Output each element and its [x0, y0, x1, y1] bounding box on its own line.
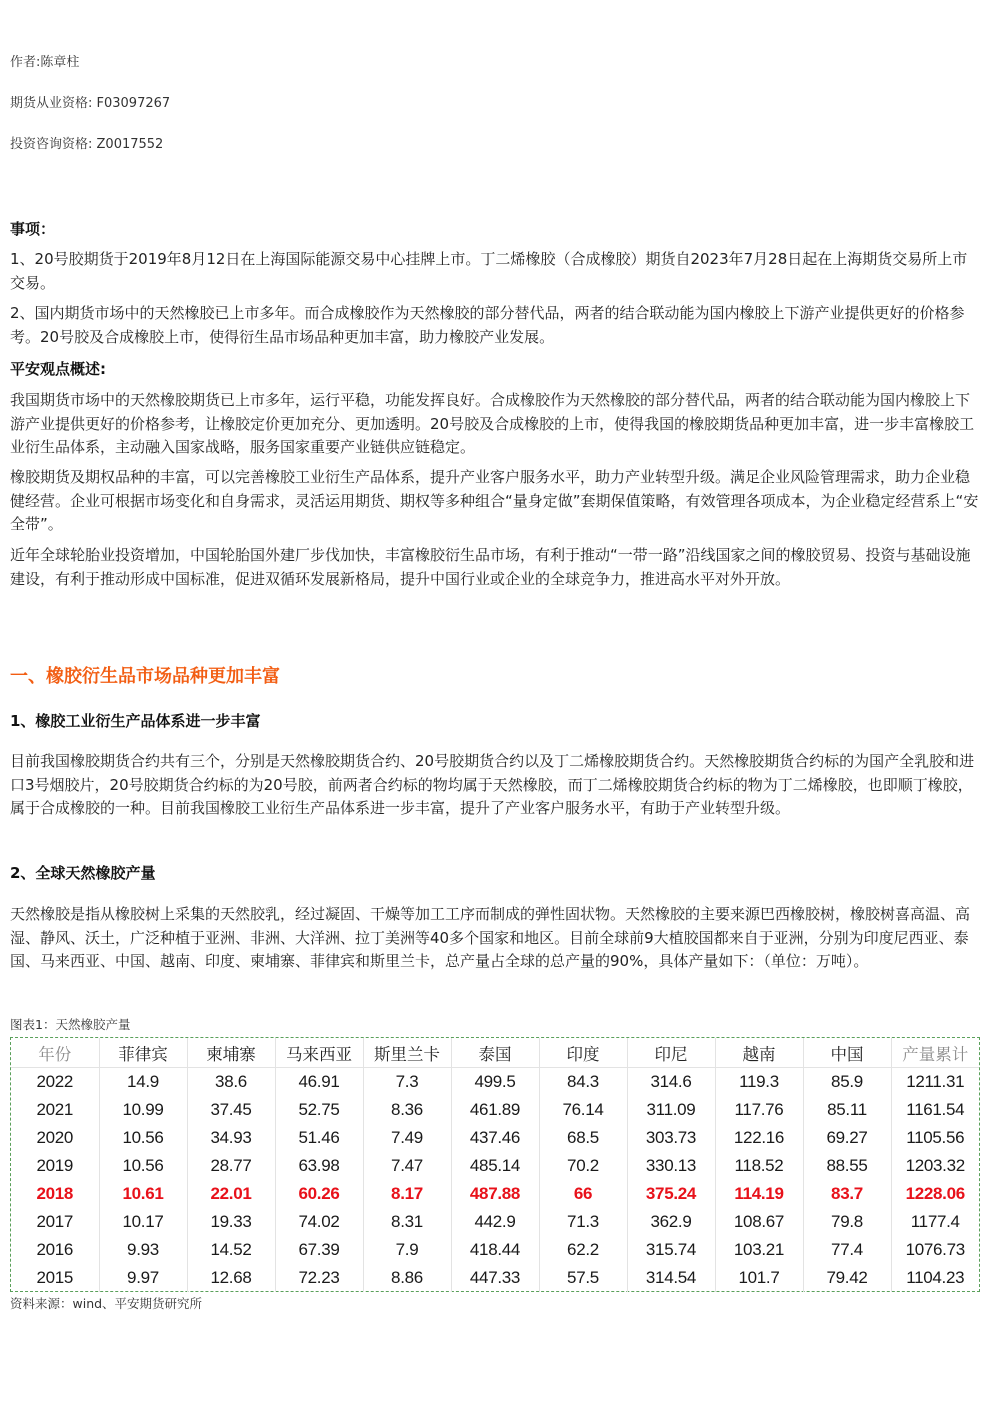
subsection-1-title: 1、橡胶工业衍生产品体系进一步丰富 [10, 712, 261, 730]
table-cell-value: 34.93 [187, 1124, 275, 1152]
table-cell-value: 1161.54 [906, 1100, 965, 1119]
table-cell-value: 103.21 [715, 1236, 803, 1264]
table-cell-value: 22.01 [187, 1180, 275, 1208]
table-cell-value: 19.33 [187, 1208, 275, 1236]
table-cell-value: 10.61 [99, 1180, 187, 1208]
table-cell-value: 52.75 [275, 1096, 363, 1124]
table-row [11, 1264, 979, 1292]
table-cell-value: 437.46 [451, 1124, 539, 1152]
table-cell-value: 83.7 [803, 1180, 891, 1208]
table-cell-value: 122.16 [715, 1124, 803, 1152]
table-cell-value: 461.89 [451, 1096, 539, 1124]
table-cell-value: 487.88 [451, 1180, 539, 1208]
table-cell-value: 119.3 [715, 1068, 803, 1097]
table-cell-value: 362.9 [627, 1208, 715, 1236]
table-cell-value: 442.9 [451, 1208, 539, 1236]
table-cell-value: 88.55 [803, 1152, 891, 1180]
overview-paragraph-3: 近年全球轮胎业投资增加，中国轮胎国外建厂步伐加快，丰富橡胶衍生品市场，有利于推动“一带一路”沿线国家之间的橡胶贸易、投资与基础设施建设，有利于推动形成中国标准，促进双循环发展新格局，提升中国行业或企业的全球竞争力，推进高水平对外开放。 [10, 546, 971, 588]
table-body [11, 1068, 979, 1293]
table-cell-year: 2020 [11, 1124, 99, 1152]
table-cell-year: 2021 [11, 1096, 99, 1124]
table-cell-value: 69.27 [803, 1124, 891, 1152]
table-cell-value: 9.93 [99, 1236, 187, 1264]
table-cell-value: 101.7 [715, 1264, 803, 1292]
table-cell-year: 2016 [11, 1236, 99, 1264]
table-cell-value: 8.17 [363, 1180, 451, 1208]
table-cell-value: 10.17 [99, 1208, 187, 1236]
table-cell-value: 74.02 [275, 1208, 363, 1236]
table-cell-value: 311.09 [627, 1096, 715, 1124]
table-cell-value: 51.46 [275, 1124, 363, 1152]
table-cell-value: 9.97 [99, 1264, 187, 1292]
table-cell-value: 7.3 [363, 1068, 451, 1097]
table-cell-value: 63.98 [275, 1152, 363, 1180]
header-philippines: 菲律宾 [99, 1038, 187, 1068]
header-year: 年份 [11, 1038, 99, 1068]
header-vietnam: 越南 [715, 1038, 803, 1068]
table-cell-value: 303.73 [627, 1124, 715, 1152]
table-row [11, 1124, 979, 1152]
table-cell-value: 14.9 [99, 1068, 187, 1097]
table-cell-value: 7.47 [363, 1152, 451, 1180]
subsection-1-text: 目前我国橡胶期货合约共有三个，分别是天然橡胶期货合约、20号胶期货合约以及丁二烯橡胶期货合约。天然橡胶期货合约标的为国产全乳胶和进口3号烟胶片，20号胶期货合约标的为20号胶，前两者合约标的物均属于天然橡胶，而丁二烯橡胶期货合约标的物为丁二烯橡胶，也即顺丁橡胶，属于合成橡胶的一种。目前我国橡胶工业衍生产品体系进一步丰富，提升了产业客户服务水平，有助于产业转型升级。 [10, 752, 975, 817]
table-cell-year: 2019 [11, 1152, 99, 1180]
header-total: 产量累计 [891, 1038, 979, 1068]
table-cell-value: 10.56 [99, 1152, 187, 1180]
table-cell-value: 79.8 [803, 1208, 891, 1236]
table-cell-value: 85.9 [803, 1068, 891, 1097]
header-cambodia: 柬埔寨 [187, 1038, 275, 1068]
futures-license-line: 期货从业资格: F03097267 [10, 96, 171, 111]
table-cell-year: 2018 [11, 1180, 99, 1208]
section-title: 一、橡胶衍生品市场品种更加丰富 [10, 666, 280, 687]
table-cell-value: 72.23 [275, 1264, 363, 1292]
table-cell-value: 117.76 [715, 1096, 803, 1124]
table-cell-value: 8.31 [363, 1208, 451, 1236]
table-row [11, 1180, 979, 1208]
production-table-frame [10, 1037, 980, 1292]
table-cell-value: 62.2 [539, 1236, 627, 1264]
table-cell-value: 66 [539, 1180, 627, 1208]
table-cell-value: 68.5 [539, 1124, 627, 1152]
table-cell-value: 70.2 [539, 1152, 627, 1180]
table-cell-value: 314.54 [627, 1264, 715, 1292]
table-row [11, 1152, 979, 1180]
advisory-license-line: 投资咨询资格: Z0017552 [10, 137, 164, 152]
author-line: 作者:陈章柱 [10, 55, 80, 70]
table-cell-value: 8.86 [363, 1264, 451, 1292]
items-heading: 事项： [10, 220, 56, 238]
figure-caption: 图表1：天然橡胶产量 [10, 1017, 131, 1032]
table-cell-value: 330.13 [627, 1152, 715, 1180]
subsection-2-title: 2、全球天然橡胶产量 [10, 864, 156, 882]
header-china: 中国 [803, 1038, 891, 1068]
table-cell-value: 46.91 [275, 1068, 363, 1097]
overview-paragraph-1: 我国期货市场中的天然橡胶期货已上市多年，运行平稳，功能发挥良好。合成橡胶作为天然橡胶的部分替代品，两者的结合联动能为国内橡胶上下游产业提供更好的价格参考，让橡胶定价更加充分、更加透明。20号胶及合成橡胶的上市，使得我国的橡胶期货品种更加丰富，进一步丰富橡胶工业衍生品体系，主动融入国家战略，服务国家重要产业链供应链稳定。 [10, 391, 975, 456]
table-cell-value: 1228.06 [905, 1184, 965, 1203]
table-cell-value: 375.24 [627, 1180, 715, 1208]
items-paragraph-2: 2、国内期货市场中的天然橡胶已上市多年。而合成橡胶作为天然橡胶的部分替代品，两者的结合联动能为国内橡胶上下游产业提供更好的价格参考。20号胶及合成橡胶上市，使得衍生品市场品种更加丰富，助力橡胶产业发展。 [10, 304, 965, 346]
table-cell-value: 10.56 [99, 1124, 187, 1152]
table-cell-value: 84.3 [539, 1068, 627, 1097]
table-cell-value: 10.99 [99, 1096, 187, 1124]
table-cell-value: 60.26 [275, 1180, 363, 1208]
table-cell-value: 1211.31 [906, 1072, 965, 1091]
table-cell-value: 1203.32 [905, 1156, 965, 1175]
table-cell-value: 1105.56 [906, 1128, 965, 1147]
table-cell-value: 79.42 [803, 1264, 891, 1292]
header-indonesia: 印尼 [627, 1038, 715, 1068]
table-cell-value: 67.39 [275, 1236, 363, 1264]
table-cell-year: 2017 [11, 1208, 99, 1236]
table-cell-value: 7.9 [363, 1236, 451, 1264]
table-cell-value: 1076.73 [905, 1240, 965, 1259]
header-thailand: 泰国 [451, 1038, 539, 1068]
figure-source: 资料来源：wind、平安期货研究所 [10, 1296, 203, 1311]
table-row [11, 1208, 979, 1236]
table-cell-value: 37.45 [187, 1096, 275, 1124]
table-cell-value: 1104.23 [906, 1268, 965, 1287]
header-india: 印度 [539, 1038, 627, 1068]
table-cell-value: 485.14 [451, 1152, 539, 1180]
table-cell-value: 14.52 [187, 1236, 275, 1264]
header-sri-lanka: 斯里兰卡 [363, 1038, 451, 1068]
rubber-production-table [11, 1038, 979, 1292]
table-cell-year: 2015 [11, 1264, 99, 1292]
overview-heading: 平安观点概述: [10, 360, 106, 378]
subsection-2-text: 天然橡胶是指从橡胶树上采集的天然胶乳，经过凝固、干燥等加工工序而制成的弹性固状物。天然橡胶的主要来源巴西橡胶树，橡胶树喜高温、高湿、静风、沃土，广泛种植于亚洲、非洲、大洋洲、拉丁美洲等40多个国家和地区。目前全球前9大植胶国都来自于亚洲，分别为印度尼西亚、泰国、马来西亚、中国、越南、印度、柬埔寨、菲律宾和斯里兰卡，总产量占全球的总产量的90%，具体产量如下：（单位：万吨）。 [10, 905, 971, 970]
table-cell-value: 12.68 [187, 1264, 275, 1292]
table-cell-value: 76.14 [539, 1096, 627, 1124]
table-cell-value: 108.67 [715, 1208, 803, 1236]
overview-paragraph-2: 橡胶期货及期权品种的丰富，可以完善橡胶工业衍生产品体系，提升产业客户服务水平，助力产业转型升级。满足企业风险管理需求，助力企业稳健经营。企业可根据市场变化和自身需求，灵活运用期货、期权等多种组合“量身定做”套期保值策略，有效管理各项成本，为企业稳定经营系上“安全带”。 [10, 468, 979, 533]
table-cell-value: 7.49 [363, 1124, 451, 1152]
table-row [11, 1236, 979, 1264]
table-row [11, 1068, 979, 1097]
table-cell-value: 1177.4 [910, 1212, 960, 1231]
items-paragraph-1: 1、20号胶期货于2019年8月12日在上海国际能源交易中心挂牌上市。丁二烯橡胶（合成橡胶）期货自2023年7月28日起在上海期货交易所上市交易。 [10, 250, 968, 292]
table-cell-value: 77.4 [803, 1236, 891, 1264]
table-cell-value: 38.6 [187, 1068, 275, 1097]
table-cell-value: 71.3 [539, 1208, 627, 1236]
table-cell-value: 418.44 [451, 1236, 539, 1264]
table-row [11, 1096, 979, 1124]
table-header-row [11, 1038, 979, 1068]
table-cell-value: 8.36 [363, 1096, 451, 1124]
table-cell-value: 447.33 [451, 1264, 539, 1292]
table-cell-value: 315.74 [627, 1236, 715, 1264]
table-cell-value: 57.5 [539, 1264, 627, 1292]
table-cell-year: 2022 [11, 1068, 99, 1097]
table-cell-value: 85.11 [803, 1096, 891, 1124]
table-cell-value: 314.6 [627, 1068, 715, 1097]
table-cell-value: 118.52 [715, 1152, 803, 1180]
table-cell-value: 499.5 [451, 1068, 539, 1097]
table-cell-value: 28.77 [187, 1152, 275, 1180]
header-malaysia: 马来西亚 [275, 1038, 363, 1068]
table-cell-value: 114.19 [715, 1180, 803, 1208]
